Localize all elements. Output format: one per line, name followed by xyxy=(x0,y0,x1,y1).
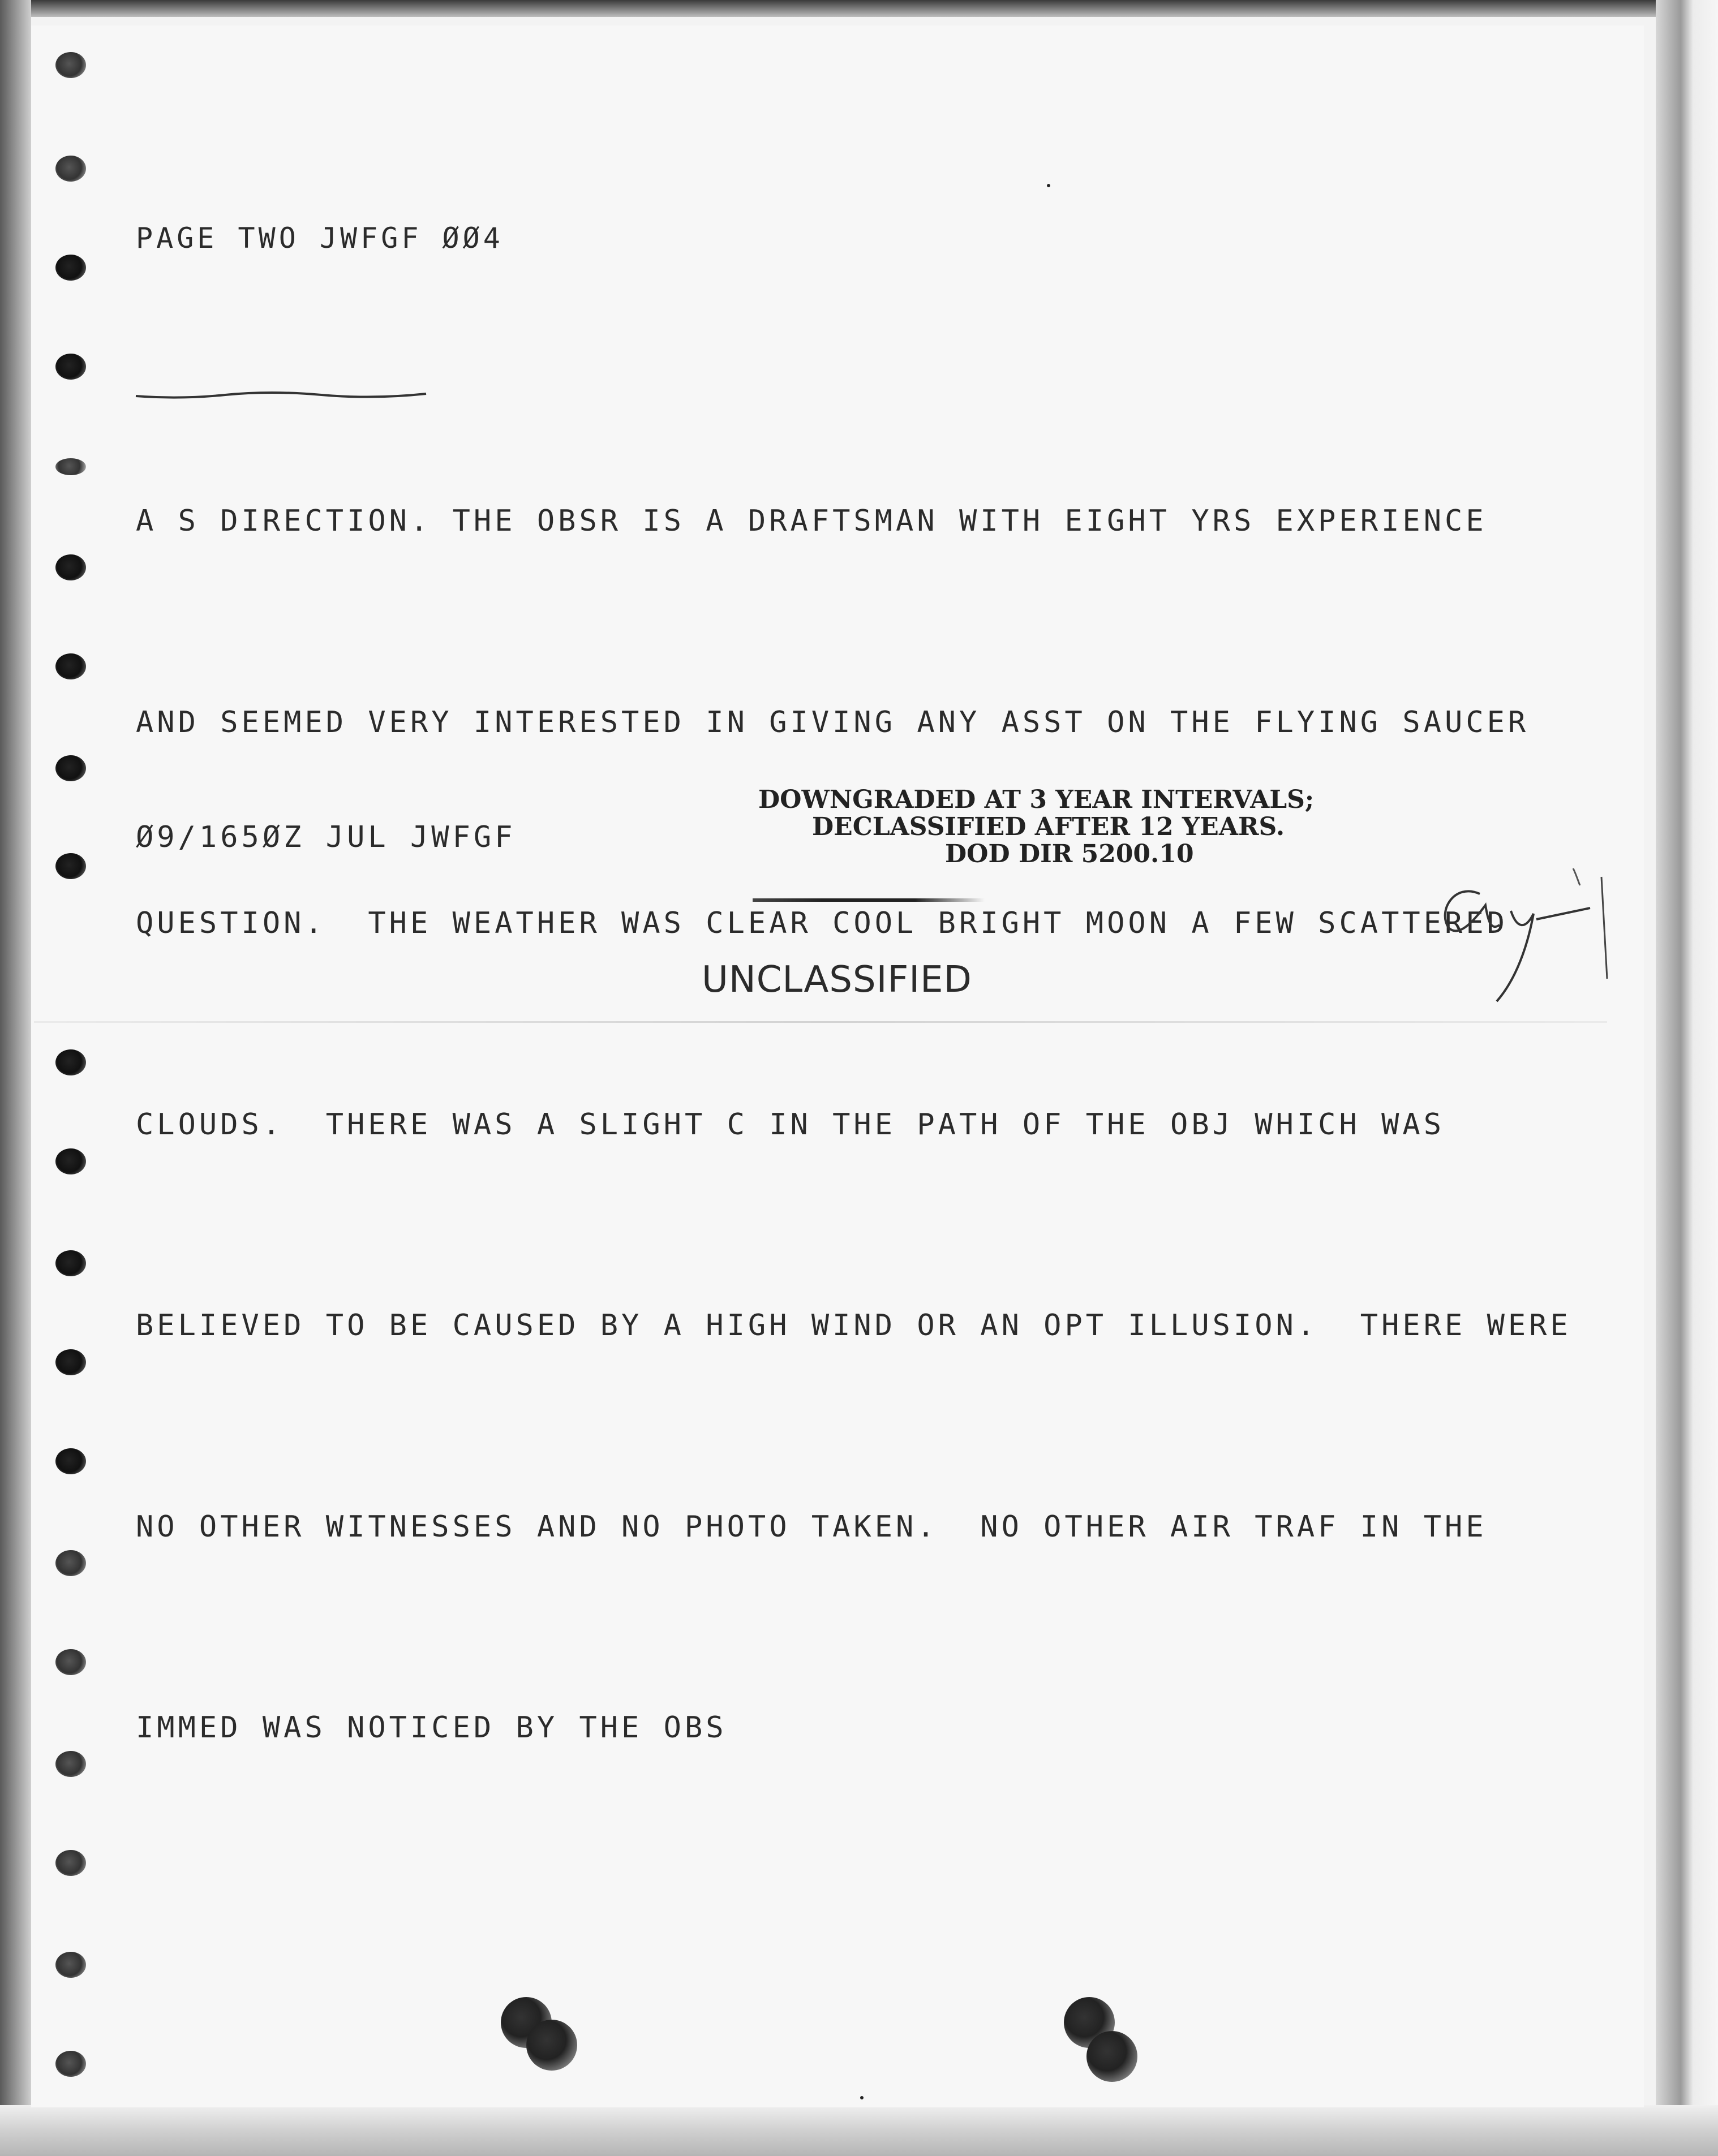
page-header: PAGE TWO JWFGF ØØ4 xyxy=(136,222,504,255)
classification-marking: UNCLASSIFIED xyxy=(702,959,972,1001)
ink-speck xyxy=(1047,184,1050,187)
film-edge-bottom xyxy=(0,2105,1718,2156)
sprocket-hole xyxy=(55,554,86,580)
message-line: IMMED WAS NOTICED BY THE OBS xyxy=(136,1711,727,1745)
film-edge-right xyxy=(1656,0,1718,2156)
date-time-group: Ø9/165ØZ JUL JWFGF xyxy=(136,820,516,854)
sprocket-hole xyxy=(55,458,86,475)
stamp-line-3: DOD DIR 5200.10 xyxy=(945,840,1194,868)
stamp-line-1: DOWNGRADED AT 3 YEAR INTERVALS; xyxy=(758,785,1315,814)
ink-blot xyxy=(526,2020,577,2071)
film-edge-top xyxy=(0,0,1718,17)
sprocket-hole xyxy=(55,1952,86,1978)
sprocket-hole xyxy=(55,653,86,679)
sprocket-hole xyxy=(55,1049,86,1075)
sprocket-hole xyxy=(55,1448,86,1474)
ink-speck xyxy=(860,2096,864,2099)
downgrade-stamp xyxy=(753,786,1386,868)
sprocket-hole xyxy=(55,1751,86,1777)
fold-line xyxy=(34,1021,1607,1023)
film-edge-left xyxy=(0,0,31,2156)
sprocket-hole xyxy=(55,2051,86,2077)
message-line: CLOUDS. THERE WAS A SLIGHT C IN THE PATH OF THE OBJ WHICH WAS xyxy=(136,1107,1445,1142)
sprocket-hole xyxy=(55,1148,86,1174)
stamp-line-2: DECLASSIFIED AFTER 12 YEARS. xyxy=(812,812,1285,841)
ink-blot xyxy=(1086,2031,1137,2082)
sprocket-hole xyxy=(55,354,86,380)
sprocket-hole xyxy=(55,255,86,281)
sprocket-hole xyxy=(55,1550,86,1576)
stamp-rule xyxy=(753,898,985,902)
sprocket-hole xyxy=(55,1850,86,1876)
message-line: QUESTION. THE WEATHER WAS CLEAR COOL BRIGHT MOON A FEW SCATTERED xyxy=(136,906,1508,940)
message-line: BELIEVED TO BE CAUSED BY A HIGH WIND OR AN OPT ILLUSION. THERE WERE xyxy=(136,1309,1571,1342)
handwritten-initials xyxy=(1432,866,1618,1013)
message-line: AND SEEMED VERY INTERESTED IN GIVING ANY ASST ON THE FLYING SAUCER xyxy=(136,705,1530,739)
sprocket-hole xyxy=(55,52,86,78)
sprocket-hole xyxy=(55,1250,86,1276)
message-line: NO OTHER WITNESSES AND NO PHOTO TAKEN. NO OTHER AIR TRAF IN THE xyxy=(136,1509,1487,1544)
sprocket-hole xyxy=(55,1349,86,1375)
sprocket-hole xyxy=(55,853,86,879)
message-line: A S DIRECTION. THE OBSR IS A DRAFTSMAN WITH EIGHT YRS EXPERIENCE xyxy=(136,504,1487,538)
sprocket-hole xyxy=(55,156,86,182)
message-body xyxy=(136,354,1571,1896)
sprocket-hole xyxy=(55,755,86,781)
sprocket-hole xyxy=(55,1649,86,1675)
